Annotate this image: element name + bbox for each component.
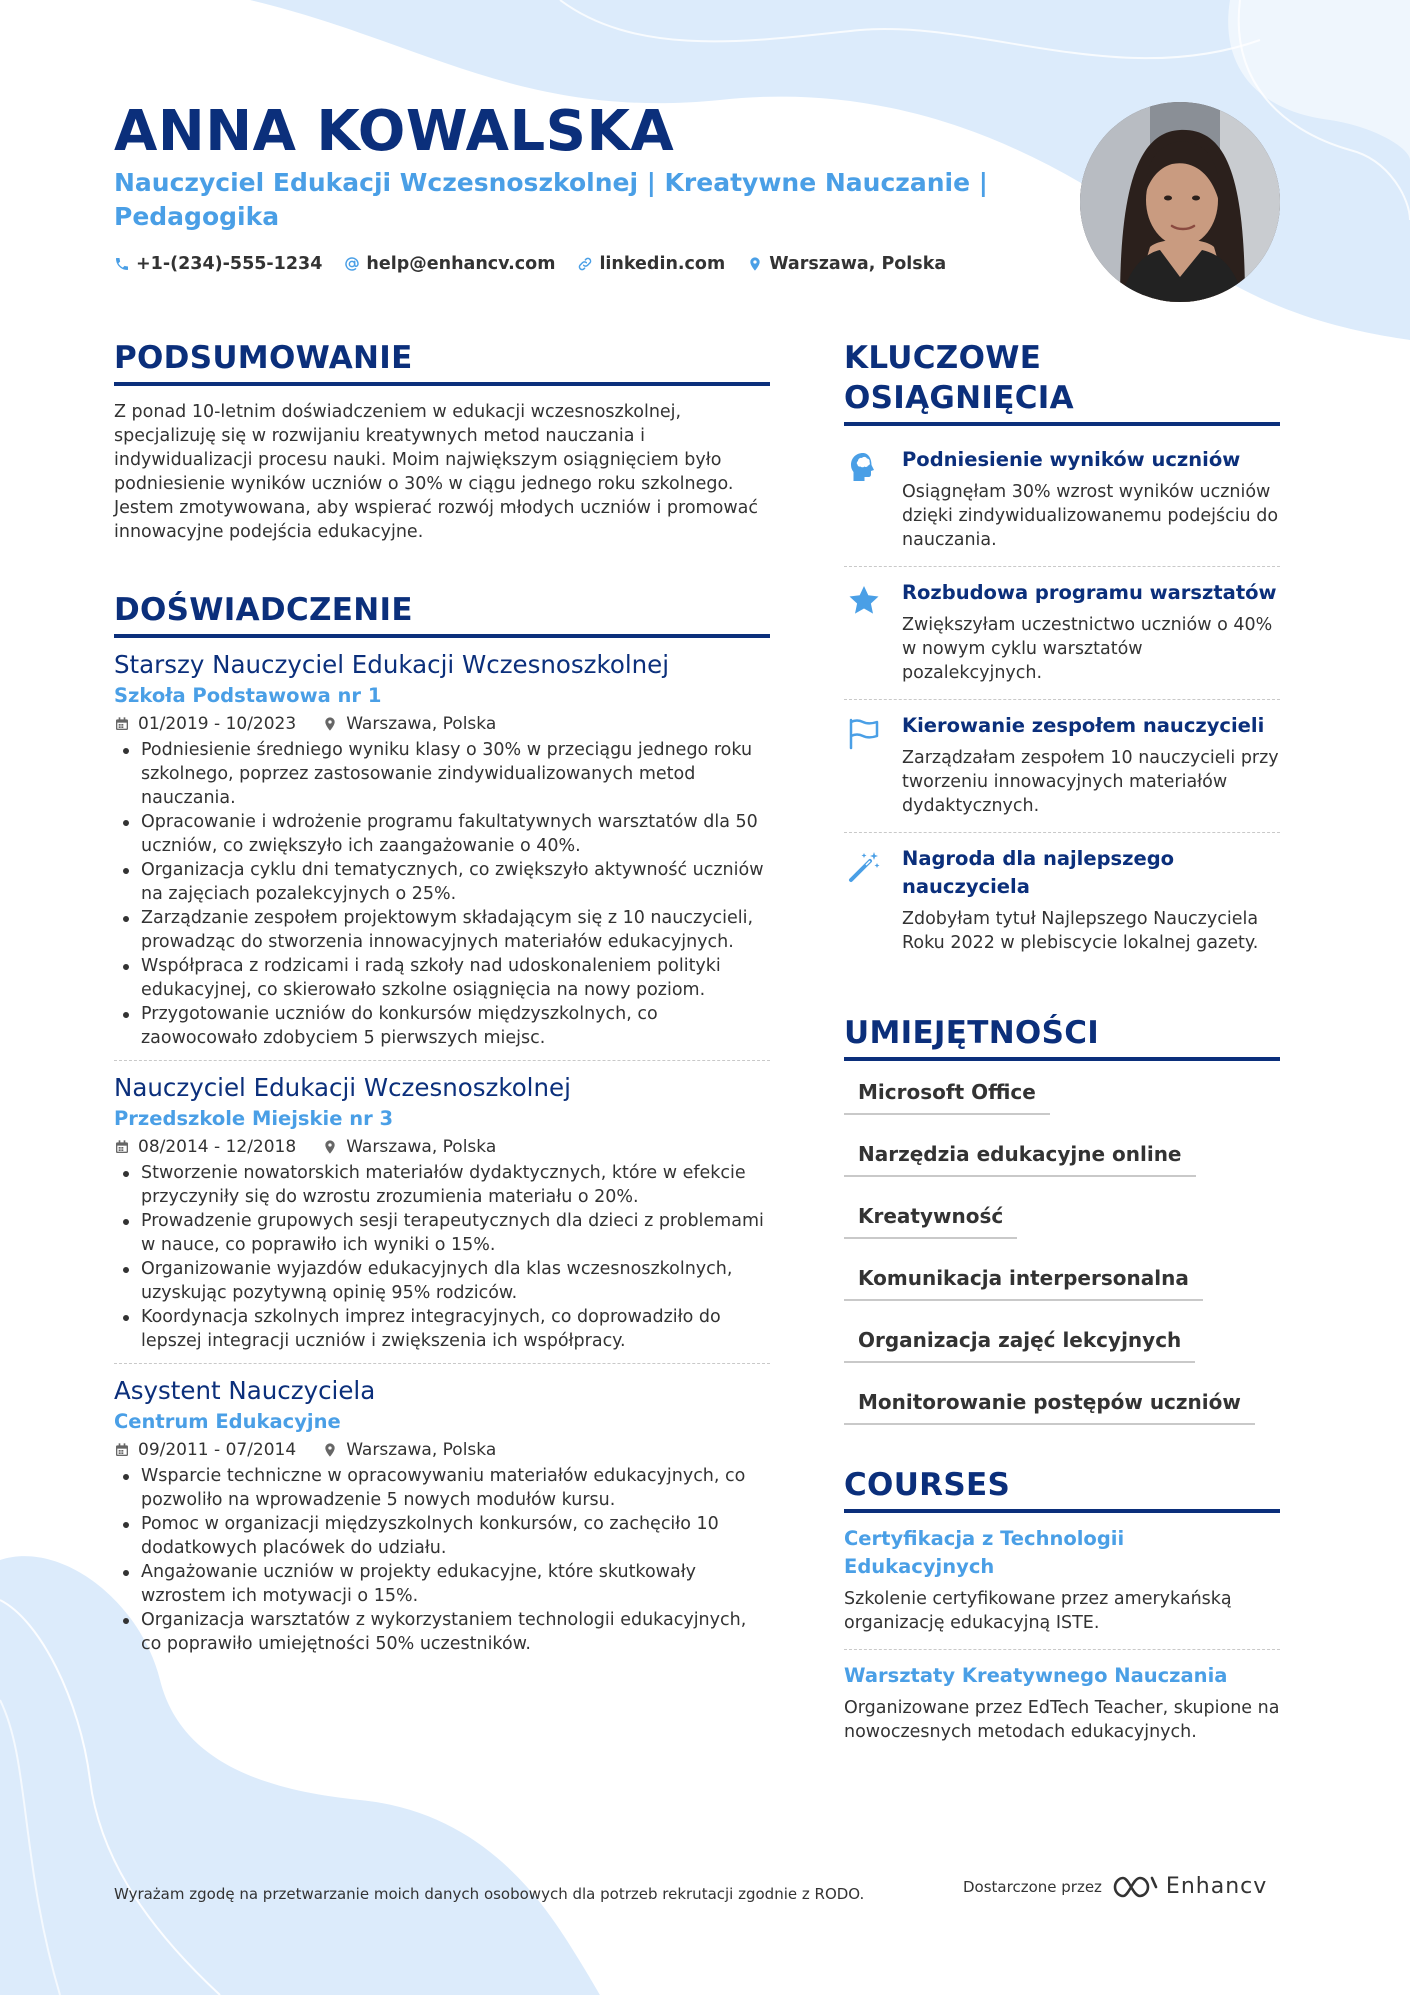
courses-section bbox=[844, 1465, 1280, 1758]
skills-heading: UMIEJĘTNOŚCI bbox=[844, 1013, 1280, 1061]
job-title: Asystent Nauczyciela bbox=[114, 1376, 376, 1405]
skills-list bbox=[844, 1071, 1280, 1425]
contact-linkedin[interactable] bbox=[577, 252, 725, 276]
right-column bbox=[844, 338, 1280, 1758]
job-company: Przedszkole Miejskie nr 3 bbox=[114, 1107, 394, 1130]
contact-email-text: help@enhancv.com bbox=[366, 254, 556, 274]
job-dates-text: 09/2011 - 07/2014 bbox=[138, 1440, 297, 1460]
job-bullets bbox=[114, 738, 770, 1050]
contact-location bbox=[747, 252, 946, 276]
location-pin-icon bbox=[322, 1442, 338, 1458]
job-meta bbox=[114, 1135, 770, 1159]
achievements-section bbox=[844, 338, 1280, 969]
job-bullet: Organizacja warsztatów z wykorzystaniem technologii edukacyjnych, co poprawiło umiejętności 50% uczestników. bbox=[114, 1608, 770, 1656]
achievement-item bbox=[844, 832, 1280, 969]
star-icon bbox=[846, 583, 882, 619]
skill-tag: Narzędzia edukacyjne online bbox=[844, 1133, 1196, 1177]
job-entry bbox=[114, 638, 770, 1060]
phone-icon bbox=[114, 256, 130, 272]
job-dates-text: 08/2014 - 12/2018 bbox=[138, 1137, 297, 1157]
contact-bar bbox=[114, 252, 946, 276]
achievement-desc: Zwiększyłam uczestnictwo uczniów o 40% w nowym cyklu warsztatów pozalekcyjnych. bbox=[902, 615, 1273, 683]
job-meta bbox=[114, 1438, 770, 1462]
skill-tag: Monitorowanie postępów uczniów bbox=[844, 1381, 1255, 1425]
job-dates-text: 01/2019 - 10/2023 bbox=[138, 714, 297, 734]
job-entry bbox=[114, 1363, 770, 1666]
course-desc: Szkolenie certyfikowane przez amerykańską organizację edukacyjną ISTE. bbox=[844, 1589, 1232, 1633]
contact-phone-text: +1-(234)-555-1234 bbox=[136, 254, 323, 274]
flag-icon bbox=[846, 716, 882, 752]
skill-tag: Organizacja zajęć lekcyjnych bbox=[844, 1319, 1195, 1363]
magic-wand-icon bbox=[846, 849, 882, 885]
job-title: Starszy Nauczyciel Edukacji Wczesnoszkolnej bbox=[114, 650, 670, 679]
job-bullet: Pomoc w organizacji międzyszkolnych konkursów, co zachęciło 10 dodatkowych placówek do udziału. bbox=[114, 1512, 770, 1560]
job-location-text: Warszawa, Polska bbox=[346, 1137, 497, 1157]
job-location bbox=[322, 1135, 496, 1159]
job-bullet: Wsparcie techniczne w opracowywaniu materiałów edukacyjnych, co pozwoliło na wprowadzenie 5 nowych modułów kursu. bbox=[114, 1464, 770, 1512]
achievements-heading: KLUCZOWE OSIĄGNIĘCIA bbox=[844, 338, 1280, 426]
achievement-item bbox=[844, 699, 1280, 832]
job-location-text: Warszawa, Polska bbox=[346, 1440, 497, 1460]
experience-heading: DOŚWIADCZENIE bbox=[114, 590, 770, 638]
job-dates bbox=[114, 1438, 296, 1462]
job-meta bbox=[114, 712, 770, 736]
achievement-desc: Zarządzałam zespołem 10 nauczycieli przy tworzeniu innowacyjnych materiałów dydaktycznych. bbox=[902, 748, 1279, 816]
skill-tag: Microsoft Office bbox=[844, 1071, 1050, 1115]
gdpr-consent-note: Wyrażam zgodę na przetwarzanie moich danych osobowych dla potrzeb rekrutacji zgodnie z RODO. bbox=[114, 1885, 865, 1903]
job-bullet: Angażowanie uczniów w projekty edukacyjne, które skutkowały wzrostem ich motywacji o 15%. bbox=[114, 1560, 770, 1608]
at-icon bbox=[344, 256, 360, 272]
job-bullet: Współpraca z rodzicami i radą szkoły nad udoskonaleniem polityki edukacyjnej, co skierowało szkolne osiągnięcia na nowy poziom. bbox=[114, 954, 770, 1002]
job-location bbox=[322, 1438, 496, 1462]
achievements-list bbox=[844, 434, 1280, 969]
contact-location-text: Warszawa, Polska bbox=[769, 254, 947, 274]
course-title: Certyfikacja z Technologii Edukacyjnych bbox=[844, 1527, 1125, 1578]
skill-tag: Kreatywność bbox=[844, 1195, 1017, 1239]
achievement-title: Kierowanie zespołem nauczycieli bbox=[902, 714, 1265, 737]
summary-text: Z ponad 10-letnim doświadczeniem w edukacji wczesnoszkolnej, specjalizuję się w rozwijaniu kreatywnych metod nauczania i indywidualizacji procesu nauki. Moim największym osiągnięciem było podniesienie wyników uczniów o 30% w ciągu jednego roku szkolnego. Jestem zmotywowana, aby wspierać rozwój młodych uczniów i promować innowacyjne podejścia edukacyjne. bbox=[114, 402, 758, 542]
experience-section bbox=[114, 590, 770, 1666]
head-brain-icon bbox=[846, 450, 882, 486]
powered-by-label: Dostarczone przez bbox=[963, 1878, 1102, 1896]
brand-name: Enhancv bbox=[1165, 1874, 1268, 1899]
job-company: Centrum Edukacyjne bbox=[114, 1410, 341, 1433]
achievement-title: Podniesienie wyników uczniów bbox=[902, 448, 1241, 471]
job-dates bbox=[114, 1135, 296, 1159]
location-pin-icon bbox=[747, 256, 763, 272]
location-pin-icon bbox=[322, 1139, 338, 1155]
contact-email[interactable] bbox=[344, 252, 555, 276]
powered-by bbox=[963, 1874, 1267, 1900]
job-entry bbox=[114, 1060, 770, 1363]
link-icon bbox=[577, 256, 593, 272]
achievement-title: Rozbudowa programu warsztatów bbox=[902, 581, 1277, 604]
course-desc: Organizowane przez EdTech Teacher, skupione na nowoczesnych metodach edukacyjnych. bbox=[844, 1698, 1280, 1742]
contact-linkedin-text: linkedin.com bbox=[599, 254, 726, 274]
courses-heading: COURSES bbox=[844, 1465, 1280, 1513]
profile-photo bbox=[1080, 102, 1280, 302]
candidate-name: ANNA KOWALSKA bbox=[114, 99, 675, 164]
achievement-desc: Osiągnęłam 30% wzrost wyników uczniów dzięki zindywidualizowanemu podejściu do nauczania. bbox=[902, 482, 1279, 550]
job-bullet: Stworzenie nowatorskich materiałów dydaktycznych, które w efekcie przyczyniły się do wzrostu zrozumienia materiału o 20%. bbox=[114, 1161, 770, 1209]
enhancv-logo-icon bbox=[1112, 1874, 1158, 1900]
summary-heading: PODSUMOWANIE bbox=[114, 338, 770, 386]
enhancv-brand[interactable] bbox=[1112, 1874, 1267, 1900]
course-item bbox=[844, 1513, 1280, 1649]
achievement-item bbox=[844, 566, 1280, 699]
job-bullet: Koordynacja szkolnych imprez integracyjnych, co doprowadziło do lepszej integracji uczniów i zwiększenia ich współpracy. bbox=[114, 1305, 770, 1353]
achievement-desc: Zdobyłam tytuł Najlepszego Nauczyciela Roku 2022 w plebiscycie lokalnej gazety. bbox=[902, 909, 1259, 953]
summary-section bbox=[114, 338, 770, 544]
calendar-icon bbox=[114, 1139, 130, 1155]
job-dates bbox=[114, 712, 296, 736]
calendar-icon bbox=[114, 1442, 130, 1458]
contact-phone[interactable] bbox=[114, 252, 322, 276]
job-bullet: Organizowanie wyjazdów edukacyjnych dla klas wczesnoszkolnych, uzyskując pozytywną opinię 95% rodziców. bbox=[114, 1257, 770, 1305]
location-pin-icon bbox=[322, 716, 338, 732]
job-company: Szkoła Podstawowa nr 1 bbox=[114, 684, 382, 707]
achievement-item bbox=[844, 434, 1280, 566]
course-title: Warsztaty Kreatywnego Nauczania bbox=[844, 1664, 1228, 1687]
job-bullets bbox=[114, 1464, 770, 1656]
skills-section bbox=[844, 1013, 1280, 1425]
calendar-icon bbox=[114, 716, 130, 732]
skill-tag: Komunikacja interpersonalna bbox=[844, 1257, 1203, 1301]
job-location bbox=[322, 712, 496, 736]
job-bullet: Przygotowanie uczniów do konkursów międzyszkolnych, co zaowocowało zdobyciem 5 pierwszych miejsc. bbox=[114, 1002, 770, 1050]
job-title: Nauczyciel Edukacji Wczesnoszkolnej bbox=[114, 1073, 571, 1102]
achievement-title: Nagroda dla najlepszego nauczyciela bbox=[902, 847, 1175, 898]
course-item bbox=[844, 1649, 1280, 1758]
job-bullet: Prowadzenie grupowych sesji terapeutycznych dla dzieci z problemami w nauce, co poprawiło ich wyniki o 15%. bbox=[114, 1209, 770, 1257]
left-column bbox=[114, 338, 770, 1666]
job-bullet: Organizacja cyklu dni tematycznych, co zwiększyło aktywność uczniów na zajęciach pozalekcyjnych o 25%. bbox=[114, 858, 770, 906]
job-bullet: Zarządzanie zespołem projektowym składającym się z 10 nauczycieli, prowadząc do stworzenia innowacyjnych materiałów edukacyjnych. bbox=[114, 906, 770, 954]
job-bullet: Opracowanie i wdrożenie programu fakultatywnych warsztatów dla 50 uczniów, co zwiększyło ich zaangażowanie o 40%. bbox=[114, 810, 770, 858]
job-bullet: Podniesienie średniego wyniku klasy o 30% w przeciągu jednego roku szkolnego, poprzez zastosowanie zindywidualizowanych metod nauczania. bbox=[114, 738, 770, 810]
candidate-headline: Nauczyciel Edukacji Wczesnoszkolnej | Kreatywne Nauczanie | Pedagogika bbox=[114, 168, 988, 231]
job-bullets bbox=[114, 1161, 770, 1353]
job-location-text: Warszawa, Polska bbox=[346, 714, 497, 734]
